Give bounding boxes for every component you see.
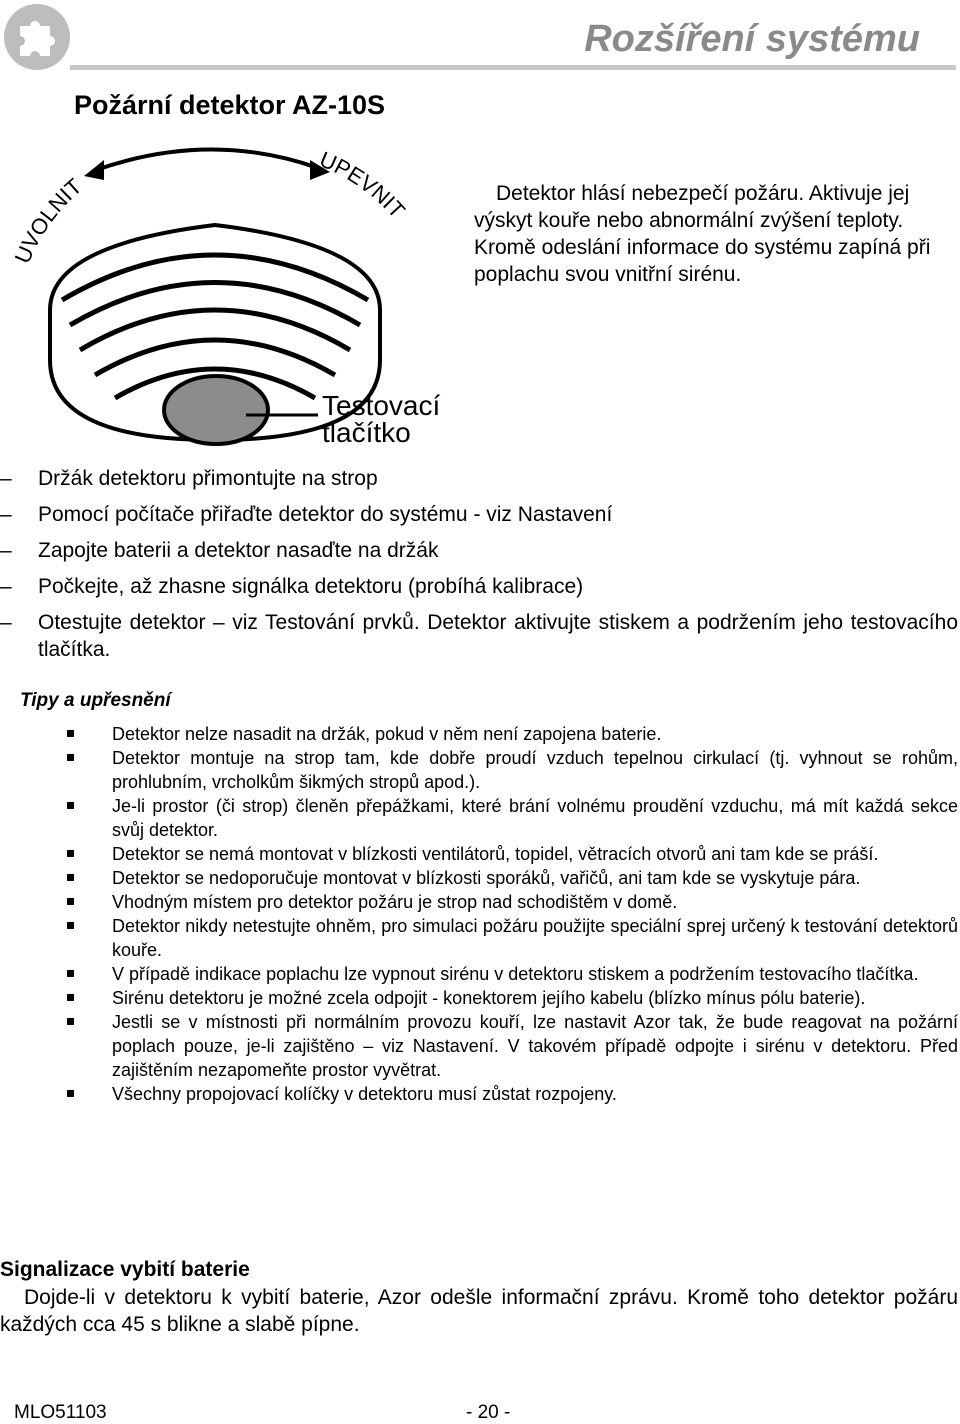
list-item: – Počkejte, až zhasne signálka detektoru (probíhá kalibrace): [0, 575, 584, 598]
bullet-marker: [67, 1090, 74, 1097]
document-code: MLO51103: [14, 1402, 107, 1423]
dash-marker: –: [0, 611, 12, 634]
bullet-marker: [67, 970, 74, 977]
bullet-marker: [67, 898, 74, 905]
list-item: Vhodným místem pro detektor požáru je strop nad schodištěm v domě.: [0, 890, 958, 914]
battery-heading: Signalizace vybití baterie: [0, 1258, 250, 1281]
bullet-marker: [67, 1018, 74, 1025]
installation-steps: [0, 465, 958, 672]
list-item: Detektor se nedoporučuje montovat v blízkosti sporáků, vařičů, ani tam kde se vyskytuje pára.: [0, 866, 958, 890]
list-item: Detektor nelze nasadit na držák, pokud v něm není zapojena baterie.: [0, 722, 958, 746]
bullet-marker: [67, 730, 74, 737]
tips-list: [0, 722, 958, 1106]
list-item: Detektor montuje na strop tam, kde dobře proudí vzduch tepelnou cirkulací (tj. vyhnout se rohům, prohlubním, vrcholkům šikmých stropů apod.).: [0, 746, 958, 794]
label-fasten: UPEVNIT: [316, 146, 410, 223]
detector-illustration: [0, 140, 470, 460]
label-test-button-line1: Testovací: [322, 390, 441, 421]
header-title: Rozšíření systému: [584, 18, 920, 60]
label-test-button-line2: tlačítko: [322, 417, 411, 448]
list-item: – Pomocí počítače přiřaďte detektor do systému - viz Nastavení: [0, 503, 613, 526]
header-rule: [70, 65, 956, 70]
list-item: Detektor nikdy netestujte ohněm, pro simulaci požáru použijte speciální sprej určený k testování detektorů kouře.: [0, 914, 958, 962]
list-item: V případě indikace poplachu lze vypnout sirénu v detektoru stiskem a podržením testovacího tlačítka.: [0, 962, 958, 986]
dash-marker: –: [0, 575, 12, 598]
dash-marker: –: [0, 539, 12, 562]
section-title: Požární detektor AZ-10S: [74, 90, 386, 120]
bullet-marker: [67, 802, 74, 809]
bullet-marker: [67, 994, 74, 1001]
page-number: - 20 -: [466, 1402, 511, 1423]
bullet-marker: [67, 850, 74, 857]
bullet-marker: [67, 754, 74, 761]
dash-marker: –: [0, 503, 12, 526]
list-item: – Držák detektoru přimontujte na strop: [0, 467, 378, 490]
puzzle-icon: [2, 2, 72, 72]
intro-paragraph: Detektor hlásí nebezpečí požáru. Aktivuje jej výskyt kouře nebo abnormální zvýšení teploty. Kromě odeslání informace do systému zapíná při poplachu svou vnitřní sirénu.: [474, 182, 931, 286]
bullet-marker: [67, 874, 74, 881]
tips-heading: Tipy a upřesnění: [20, 690, 171, 711]
list-item: Je-li prostor (či strop) členěn přepážkami, které brání volnému proudění vzduchu, má mít každá sekce svůj detektor.: [0, 794, 958, 842]
list-item: Jestli se v místnosti při normálním provozu kouří, lze nastavit Azor tak, že bude reagovat na požární poplach pouze, je-li zajištěno – viz Nastavení. V takovém případě odpojte i sirénu v detektoru. Před zajištěním nezapomeňte prostor vyvětrat.: [0, 1010, 958, 1082]
bullet-marker: [67, 922, 74, 929]
list-item: – Otestujte detektor – viz Testování prvků. Detektor aktivujte stiskem a podržením jeho testovacího tlačítka.: [0, 611, 958, 661]
list-item: – Zapojte baterii a detektor nasaďte na držák: [0, 539, 439, 562]
list-item: Všechny propojovací kolíčky v detektoru musí zůstat rozpojeny.: [0, 1082, 958, 1106]
list-item: Sirénu detektoru je možné zcela odpojit - konektorem jejího kabelu (blízko mínus pólu baterie).: [0, 986, 958, 1010]
label-loosen: UVOLNIT: [9, 173, 87, 267]
dash-marker: –: [0, 467, 12, 490]
list-item: Detektor se nemá montovat v blízkosti ventilátorů, topidel, větracích otvorů ani tam kde se práší.: [0, 842, 958, 866]
battery-paragraph: Dojde-li v detektoru k vybití baterie, Azor odešle informační zprávu. Kromě toho detektor požáru každých cca 45 s blikne a slabě pípne.: [0, 1286, 958, 1336]
